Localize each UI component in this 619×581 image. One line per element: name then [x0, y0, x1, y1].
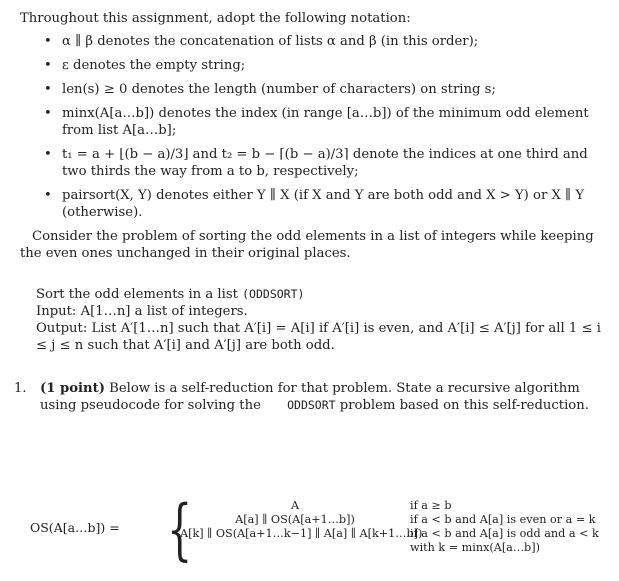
left-brace-icon: {	[167, 491, 193, 568]
formula-conditions	[410, 499, 599, 555]
bullet-icon: •	[44, 106, 52, 121]
problem-statement	[36, 286, 607, 354]
question-text: (1 point) Below is a self-reduction for that problem. State a recursive algorithm using pseudocode for solving the ODDSORT problem based on this self-reduction.	[40, 381, 589, 413]
question-1	[14, 380, 607, 414]
bullet-icon: •	[44, 188, 52, 203]
problem-description: Consider the problem of sorting the odd elements in a list of integers while keeping the even ones unchanged in their original places.	[20, 229, 594, 261]
case-condition: if a < b and A[a] is even or a = k	[410, 513, 596, 526]
case-value: A	[290, 499, 300, 512]
question-number: 1.	[14, 381, 27, 396]
problem-title: Sort the odd elements in a list (ODDSORT)	[36, 287, 305, 302]
formula-lhs: OS(A[a…b]) =	[30, 520, 120, 535]
bullet-icon: •	[44, 58, 52, 73]
case-value: A[a] ∥ OS(A[a+1…b])	[235, 513, 355, 526]
problem-input: Input: A[1…n] a list of integers.	[36, 304, 248, 319]
problem-name: ODDSORT	[287, 398, 336, 412]
bullet-icon: •	[44, 82, 52, 97]
notation-item: • pairsort(X, Y) denotes either Y ∥ X (if X and Y are both odd and X > Y) or X ∥ Y (otherwise).	[44, 188, 585, 220]
notation-item: • minx(A[a…b]) denotes the index (in range [a…b]) of the minimum odd element from list A[a…b];	[44, 106, 589, 138]
notation-item: • t₁ = a + ⌊(b − a)/3⌋ and t₂ = b − ⌈(b − a)/3⌉ denote the indices at one third and two thirds the way from a to b, respectively;	[44, 147, 588, 179]
case-condition: with k = minx(A[a…b])	[410, 541, 540, 554]
case-condition: if a < b and A[a] is odd and a < k	[410, 527, 599, 540]
bullet-icon: •	[44, 34, 52, 49]
bullet-icon: •	[44, 147, 52, 162]
problem-output: Output: List A′[1…n] such that A′[i] = A[i] if A′[i] is even, and A′[i] ≤ A′[j] for all 1 ≤ i ≤ j ≤ n such that A′[i] and A′[j] are both odd.	[36, 321, 601, 353]
formula-cases	[180, 499, 423, 555]
case-condition: if a ≥ b	[410, 499, 452, 512]
notation-item: • α ∥ β denotes the concatenation of lists α and β (in this order);	[44, 34, 479, 49]
case-value: A[k] ∥ OS(A[a+1…k−1] ∥ A[a] ∥ A[k+1…b])	[180, 527, 423, 540]
self-reduction-formula	[30, 491, 619, 568]
intro-text: Throughout this assignment, adopt the following notation:	[20, 11, 411, 26]
notation-item: • len(s) ≥ 0 denotes the length (number of characters) on string s;	[44, 82, 496, 97]
notation-list	[14, 33, 607, 221]
case-value	[180, 541, 410, 555]
notation-item: • ε denotes the empty string;	[44, 58, 246, 73]
